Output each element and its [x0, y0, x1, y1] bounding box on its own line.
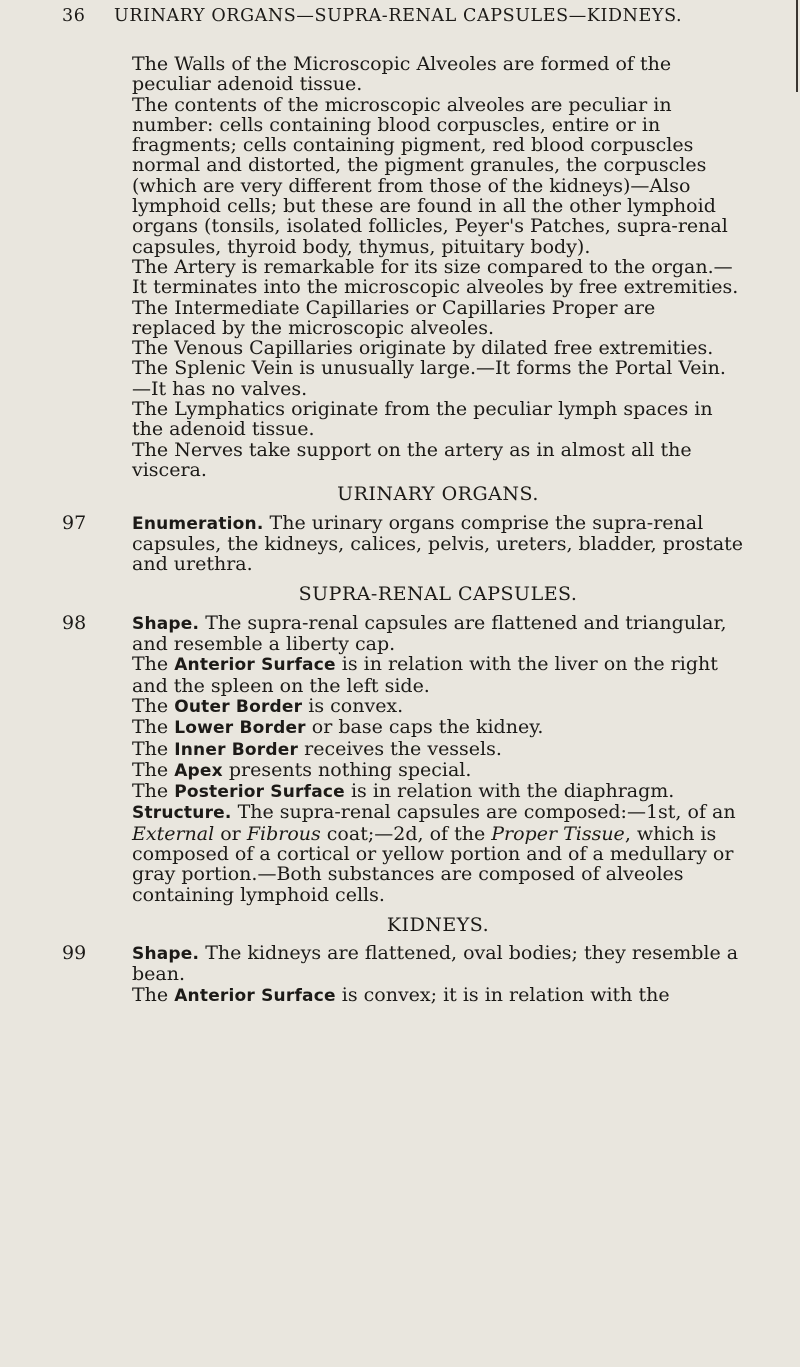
- paragraph-supra-shape: [62, 611, 744, 656]
- label-enumeration: Enumeration.: [132, 513, 264, 534]
- paragraph-venous-capillaries: The Venous Capillaries originate by dilated free extremities.: [132, 337, 714, 360]
- text-outer-border: is convex.: [302, 694, 404, 717]
- label-inner-border: Inner Border: [174, 739, 299, 760]
- text-structure-1: The supra-renal capsules are composed:—1st, of an: [231, 801, 736, 824]
- paragraph-kidney-shape: [62, 942, 744, 986]
- page-number: 36: [62, 6, 86, 26]
- section-number-98: 98: [62, 611, 87, 634]
- paragraph-walls: The Walls of the Microscopic Alveoles are formed of the peculiar adenoid tissue.: [132, 53, 672, 96]
- italic-external: External: [132, 822, 215, 845]
- label-apex: Apex: [174, 760, 223, 781]
- paragraph-anterior-surface: [132, 654, 744, 696]
- section-number-97: 97: [62, 511, 87, 534]
- label-anterior-surface: Anterior Surface: [174, 655, 336, 676]
- heading-supra-renal-capsules: SUPRA-RENAL CAPSULES.: [298, 583, 578, 606]
- article: The: [132, 983, 175, 1006]
- article: The: [132, 737, 175, 760]
- paragraph-lymphatics: The Lymphatics originate from the peculiar lymph spaces in the adenoid tissue.: [132, 398, 713, 441]
- label-outer-border: Outer Border: [174, 696, 303, 717]
- article: The: [132, 716, 175, 739]
- heading-urinary-organs: URINARY ORGANS.: [337, 483, 539, 506]
- label-kidney-anterior-surface: Anterior Surface: [174, 985, 336, 1006]
- text-apex: presents nothing special.: [222, 758, 472, 781]
- article: The: [132, 780, 175, 803]
- paragraph-kidney-anterior: [132, 985, 744, 1006]
- page-edge-line: [796, 0, 798, 92]
- page-body: [62, 53, 744, 1006]
- paragraph-structure: [132, 802, 744, 904]
- running-header: [62, 6, 762, 26]
- text-anterior-surface: is in relation with the liver on the right and the spleen on the left side.: [132, 653, 718, 697]
- italic-proper-tissue: Proper Tissue: [491, 822, 625, 845]
- label-posterior-surface: Posterior Surface: [174, 782, 345, 803]
- paragraph-splenic-vein: The Splenic Vein is unusually large.—It forms the Portal Vein.—It has no valves.: [132, 357, 726, 400]
- label-lower-border: Lower Border: [174, 718, 306, 739]
- article: The: [132, 758, 175, 781]
- paragraph-contents: The contents of the microscopic alveoles are peculiar in number: cells containing blood corpuscles, entire or in fragments; cells containing pigment, red blood corpuscles normal and distorted, the pigment granules, the corpuscles (which are very different from those of the kidneys)—Also lymphoid cells; but these are found in all the other lymphoid organs (tonsils, isolated follicles, Peyer's Patches, supra-renal capsules, thyroid body, thymus, pituitary body).: [132, 93, 728, 258]
- paragraph-inner-border: [132, 739, 744, 760]
- text-structure-2: or: [214, 822, 247, 845]
- paragraph-outer-border: [132, 696, 744, 717]
- article: The: [132, 694, 175, 717]
- heading-kidneys: KIDNEYS.: [386, 913, 490, 936]
- text-posterior-surface: is in relation with the diaphragm.: [344, 780, 675, 803]
- label-kidney-shape: Shape.: [132, 944, 200, 965]
- paragraph-lower-border: [132, 717, 744, 738]
- running-title: URINARY ORGANS—SUPRA-RENAL CAPSULES—KIDNEYS.: [114, 6, 683, 26]
- label-shape: Shape.: [132, 613, 200, 634]
- italic-fibrous: Fibrous: [246, 822, 321, 845]
- text-kidney-anterior: is convex; it is in relation with the: [335, 983, 670, 1006]
- label-structure: Structure.: [132, 803, 232, 824]
- text-inner-border: receives the vessels.: [298, 737, 502, 760]
- text-structure-3: coat;—2d, of the: [320, 822, 492, 845]
- paragraph-artery: The Artery is remarkable for its size compared to the organ.—It terminates into the microscopic alveoles by free extremities.: [132, 255, 739, 299]
- text-enumeration: The urinary organs comprise the supra-renal capsules, the kidneys, calices, pelvis, ureters, bladder, prostate and urethra.: [132, 511, 744, 576]
- paragraph-enumeration: [62, 511, 744, 576]
- paragraph-nerves: The Nerves take support on the artery as in almost all the viscera.: [132, 438, 692, 481]
- paragraph-posterior-surface: [132, 781, 744, 802]
- text-lower-border: or base caps the kidney.: [305, 716, 544, 739]
- paragraph-intermediate-capillaries: The Intermediate Capillaries or Capillaries Proper are replaced by the microscopic alveoles.: [132, 296, 656, 339]
- text-structure-4: , which is composed of a cortical or yellow portion and of a medullary or gray portion.—Both substances are composed of alveoles containing lymphoid cells.: [132, 822, 734, 906]
- article: The: [132, 653, 175, 676]
- text-supra-shape: The supra-renal capsules are flattened and triangular, and resemble a liberty cap.: [132, 611, 727, 656]
- text-kidney-shape: The kidneys are flattened, oval bodies; they resemble a bean.: [132, 942, 739, 986]
- section-number-99: 99: [62, 942, 87, 965]
- paragraph-apex: [132, 760, 744, 781]
